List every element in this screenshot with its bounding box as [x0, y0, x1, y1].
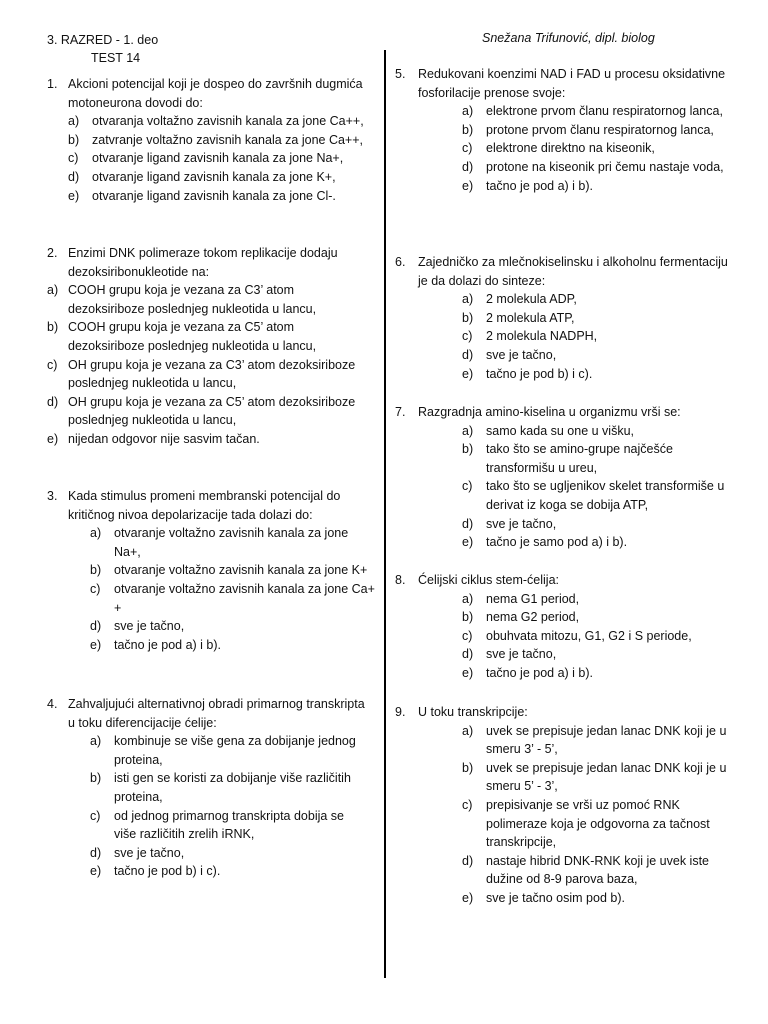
- option-e: e) tačno je pod b) i c).: [90, 864, 221, 879]
- question-number: 2.: [47, 246, 58, 260]
- question-number: 8.: [395, 573, 406, 587]
- option-e: e) otvaranje ligand zavisnih kanala za jone Cl-.: [68, 188, 336, 203]
- option-d: d) sve je tačno,: [462, 647, 557, 662]
- option-d: d) nastaje hibrid DNK-RNK koji je uvek iste dužine od 8-9 parova baza,: [462, 853, 710, 887]
- question-text: Enzimi DNK polimeraze tokom replikacije dodaju dezoksiribonukleotide na:: [68, 246, 338, 279]
- option-a: a) otvaranje voltažno zavisnih kanala za jone Na+,: [90, 526, 349, 559]
- option-d: d) otvaranje ligand zavisnih kanala za jone K+,: [68, 169, 336, 184]
- option-b: b) zatvranje voltažno zavisnih kanala za jone Ca++,: [68, 132, 363, 147]
- question-5: [395, 65, 733, 195]
- option-c: c) 2 molekula NADPH,: [462, 329, 598, 344]
- question-8: [395, 571, 733, 683]
- option-a: a) samo kada su one u višku,: [462, 423, 634, 438]
- option-a: a) 2 molekula ADP,: [462, 292, 577, 307]
- option-e: e) tačno je samo pod a) i b).: [462, 535, 628, 550]
- question-text: Ćelijski ciklus stem-ćelija:: [418, 573, 559, 587]
- option-b: b) otvaranje voltažno zavisnih kanala za jone K+: [90, 563, 368, 578]
- option-b: b) tako što se amino-grupe najčešće transformišu u ureu,: [462, 442, 673, 475]
- question-6: [395, 253, 733, 383]
- question-number: 3.: [47, 489, 58, 503]
- option-d: d) sve je tačno,: [90, 845, 185, 860]
- option-a: a) nema G1 period,: [462, 591, 580, 606]
- question-2: [47, 244, 369, 449]
- test-label: TEST 14: [91, 51, 141, 65]
- question-text: U toku transkripcije:: [418, 705, 528, 719]
- option-e: e) nijedan odgovor nije sasvim tačan.: [47, 431, 260, 446]
- question-number: 6.: [395, 255, 406, 269]
- question-number: 4.: [47, 697, 58, 711]
- option-c: c) tako što se ugljenikov skelet transformiše u derivat iz koga se dobija ATP,: [462, 479, 725, 512]
- question-1: [47, 75, 369, 205]
- option-a: a) otvaranja voltažno zavisnih kanala za jone Ca++,: [68, 114, 364, 129]
- option-d: d) sve je tačno,: [90, 619, 185, 634]
- option-b: b) 2 molekula ATP,: [462, 310, 575, 325]
- option-b: b) COOH grupu koja je vezana za C5’ atom dezoksiriboze poslednjeg nukleotida u lancu,: [47, 320, 317, 353]
- option-b: b) protone prvom članu respiratornog lanca,: [462, 122, 714, 137]
- option-b: b) isti gen se koristi za dobijanje više različitih proteina,: [90, 771, 351, 804]
- header-left: [47, 31, 158, 67]
- question-number: 7.: [395, 405, 406, 419]
- question-text: Razgradnja amino-kiselina u organizmu vrši se:: [418, 405, 681, 419]
- option-d: d) sve je tačno,: [462, 347, 557, 362]
- option-e: e) tačno je pod a) i b).: [90, 637, 222, 652]
- option-a: a) uvek se prepisuje jedan lanac DNK koji je u smeru 3’ - 5’,: [462, 723, 727, 757]
- question-number: 5.: [395, 67, 406, 81]
- option-d: d) OH grupu koja je vezana za C5’ atom dezoksiriboze poslednjeg nukleotida u lancu,: [47, 394, 356, 428]
- question-text: Zajedničko za mlečnokiselinsku i alkoholnu fermentaciju je da dolazi do sinteze:: [418, 255, 728, 288]
- option-e: e) sve je tačno osim pod b).: [462, 890, 625, 905]
- question-text: Redukovani koenzimi NAD i FAD u procesu oksidativne fosforilacije prenose svoje:: [418, 67, 726, 100]
- option-c: c) OH grupu koja je vezana za C3’ atom dezoksiriboze poslednjeg nukleotida u lancu,: [47, 357, 356, 391]
- question-text: Akcioni potencijal koji je dospeo do završnih dugmića motoneurona dovodi do:: [68, 77, 363, 110]
- option-c: c) otvaranje ligand zavisnih kanala za jone Na+,: [68, 151, 344, 166]
- option-d: d) protone na kiseonik pri čemu nastaje voda,: [462, 159, 724, 174]
- question-9: [395, 703, 733, 908]
- option-c: c) elektrone direktno na kiseonik,: [462, 141, 655, 156]
- question-number: 1.: [47, 77, 58, 91]
- question-text: Zahvaljujući alternativnoj obradi primarnog transkripta u toku diferencijacije ćelije:: [68, 697, 365, 730]
- option-c: c) od jednog primarnog transkripta dobija se više različitih zrelih iRNK,: [90, 808, 344, 842]
- option-a: a) elektrone prvom članu respiratornog lanca,: [462, 104, 723, 119]
- question-number: 9.: [395, 705, 406, 719]
- option-e: e) tačno je pod a) i b).: [462, 665, 594, 680]
- option-c: c) obuhvata mitozu, G1, G2 i S periode,: [462, 628, 692, 643]
- question-4: [47, 695, 369, 881]
- author-name: Snežana Trifunović, dipl. biolog: [482, 31, 655, 45]
- option-e: e) tačno je pod a) i b).: [462, 178, 594, 193]
- question-7: [395, 403, 733, 552]
- option-b: b) nema G2 period,: [462, 610, 580, 625]
- option-b: b) uvek se prepisuje jedan lanac DNK koji je u smeru 5’ - 3’,: [462, 760, 727, 794]
- option-c: c) prepisivanje se vrši uz pomoć RNK polimeraze koja je odgovorna za tačnost transkripcije,: [462, 797, 710, 850]
- column-divider: [384, 50, 386, 978]
- option-c: c) otvaranje voltažno zavisnih kanala za jone Ca+ +: [90, 581, 375, 615]
- class-label: 3. RAZRED - 1. deo: [47, 33, 159, 47]
- option-e: e) tačno je pod b) i c).: [462, 366, 593, 381]
- question-3: [47, 487, 375, 654]
- question-text: Kada stimulus promeni membranski potencijal do kritičnog nivoa depolarizacije tada dolazi do:: [68, 489, 341, 522]
- option-a: a) kombinuje se više gena za dobijanje jednog proteina,: [90, 734, 356, 767]
- option-a: a) COOH grupu koja je vezana za C3’ atom dezoksiriboze poslednjeg nukleotida u lancu,: [47, 283, 317, 316]
- option-d: d) sve je tačno,: [462, 516, 557, 531]
